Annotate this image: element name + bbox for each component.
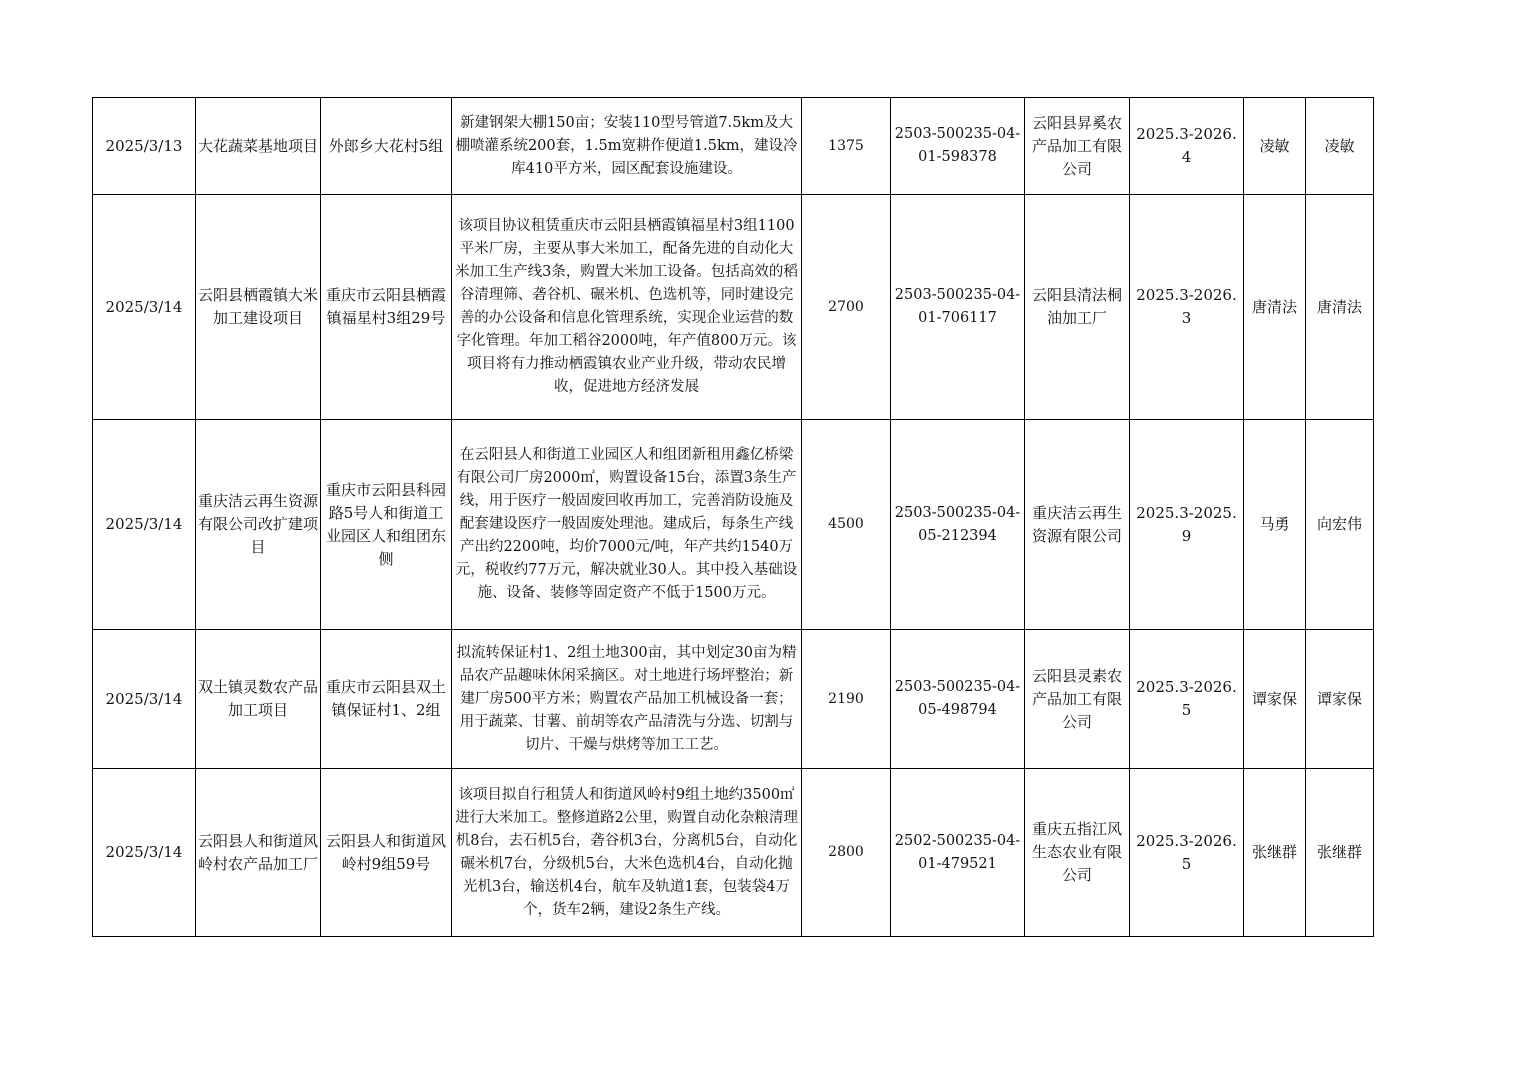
table-row <box>93 769 1374 937</box>
date-cell: 2025/3/14 <box>93 195 196 420</box>
project-code-cell: 2503-500235-04-01-598378 <box>891 98 1025 195</box>
project-name-cell: 云阳县栖霞镇大米加工建设项目 <box>196 195 321 420</box>
table-row <box>93 195 1374 420</box>
responsible-person-cell: 向宏伟 <box>1306 420 1374 630</box>
contact-person-cell: 谭家保 <box>1244 630 1306 769</box>
period-cell: 2025.3-2026.5 <box>1130 769 1244 937</box>
date-cell: 2025/3/14 <box>93 630 196 769</box>
description-cell: 拟流转保证村1、2组土地300亩，其中划定30亩为精品农产品趣味休闲采摘区。对土地进行场坪整治；新建厂房500平方米；购置农产品加工机械设备一套；用于蔬菜、甘薯、前胡等农产品清洗与分选、切割与切片、干燥与烘烤等加工工艺。 <box>452 630 802 769</box>
company-cell: 云阳县灵素农产品加工有限公司 <box>1025 630 1130 769</box>
company-cell: 云阳县清法桐油加工厂 <box>1025 195 1130 420</box>
company-cell: 重庆洁云再生资源有限公司 <box>1025 420 1130 630</box>
amount-cell: 2800 <box>802 769 891 937</box>
date-cell: 2025/3/14 <box>93 420 196 630</box>
contact-person-cell: 马勇 <box>1244 420 1306 630</box>
table-row <box>93 630 1374 769</box>
description-cell: 该项目拟自行租赁人和街道风岭村9组土地约3500㎡进行大米加工。整修道路2公里，购置自动化杂粮清理机8台，去石机5台，砻谷机3台，分离机5台，自动化碾米机7台，分级机5台，大米色选机4台，自动化抛光机3台，输送机4台，航车及轨道1套，包装袋4万个，货车2辆，建设2条生产线。 <box>452 769 802 937</box>
period-cell: 2025.3-2026.3 <box>1130 195 1244 420</box>
project-name-cell: 重庆洁云再生资源有限公司改扩建项目 <box>196 420 321 630</box>
project-name-cell: 双土镇灵数农产品加工项目 <box>196 630 321 769</box>
responsible-person-cell: 唐清法 <box>1306 195 1374 420</box>
period-cell: 2025.3-2025.9 <box>1130 420 1244 630</box>
period-cell: 2025.3-2026.4 <box>1130 98 1244 195</box>
company-cell: 云阳县昇奚农产品加工有限公司 <box>1025 98 1130 195</box>
location-cell: 重庆市云阳县科园路5号人和街道工业园区人和组团东侧 <box>321 420 452 630</box>
amount-cell: 2190 <box>802 630 891 769</box>
project-code-cell: 2503-500235-04-05-498794 <box>891 630 1025 769</box>
location-cell: 重庆市云阳县双土镇保证村1、2组 <box>321 630 452 769</box>
description-cell: 新建钢架大棚150亩；安装110型号管道7.5km及大棚喷灌系统200套，1.5m宽耕作便道1.5km，建设冷库410平方米，园区配套设施建设。 <box>452 98 802 195</box>
contact-person-cell: 张继群 <box>1244 769 1306 937</box>
responsible-person-cell: 张继群 <box>1306 769 1374 937</box>
amount-cell: 2700 <box>802 195 891 420</box>
period-cell: 2025.3-2026.5 <box>1130 630 1244 769</box>
location-cell: 外郎乡大花村5组 <box>321 98 452 195</box>
project-name-cell: 云阳县人和街道风岭村农产品加工厂 <box>196 769 321 937</box>
company-cell: 重庆五指江风生态农业有限公司 <box>1025 769 1130 937</box>
contact-person-cell: 唐清法 <box>1244 195 1306 420</box>
date-cell: 2025/3/13 <box>93 98 196 195</box>
location-cell: 重庆市云阳县栖霞镇福星村3组29号 <box>321 195 452 420</box>
project-code-cell: 2502-500235-04-01-479521 <box>891 769 1025 937</box>
contact-person-cell: 凌敏 <box>1244 98 1306 195</box>
project-table <box>92 97 1374 937</box>
amount-cell: 1375 <box>802 98 891 195</box>
amount-cell: 4500 <box>802 420 891 630</box>
location-cell: 云阳县人和街道风岭村9组59号 <box>321 769 452 937</box>
project-code-cell: 2503-500235-04-05-212394 <box>891 420 1025 630</box>
description-cell: 该项目协议租赁重庆市云阳县栖霞镇福星村3组1100平米厂房，主要从事大米加工，配备先进的自动化大米加工生产线3条，购置大米加工设备。包括高效的稻谷清理筛、砻谷机、碾米机、色选机等，同时建设完善的办公设备和信息化管理系统，实现企业运营的数字化管理。年加工稻谷2000吨，年产值800万元。该项目将有力推动栖霞镇农业产业升级，带动农民增收，促进地方经济发展 <box>452 195 802 420</box>
project-code-cell: 2503-500235-04-01-706117 <box>891 195 1025 420</box>
responsible-person-cell: 凌敏 <box>1306 98 1374 195</box>
table-row <box>93 98 1374 195</box>
responsible-person-cell: 谭家保 <box>1306 630 1374 769</box>
date-cell: 2025/3/14 <box>93 769 196 937</box>
project-name-cell: 大花蔬菜基地项目 <box>196 98 321 195</box>
table-row <box>93 420 1374 630</box>
description-cell: 在云阳县人和街道工业园区人和组团新租用鑫亿桥梁有限公司厂房2000㎡，购置设备15台，添置3条生产线，用于医疗一般固废回收再加工，完善消防设施及配套建设医疗一般固废处理池。建成后，每条生产线产出约2200吨，均价7000元/吨，年产共约1540万元，税收约77万元，解决就业30人。其中投入基础设施、设备、装修等固定资产不低于1500万元。 <box>452 420 802 630</box>
